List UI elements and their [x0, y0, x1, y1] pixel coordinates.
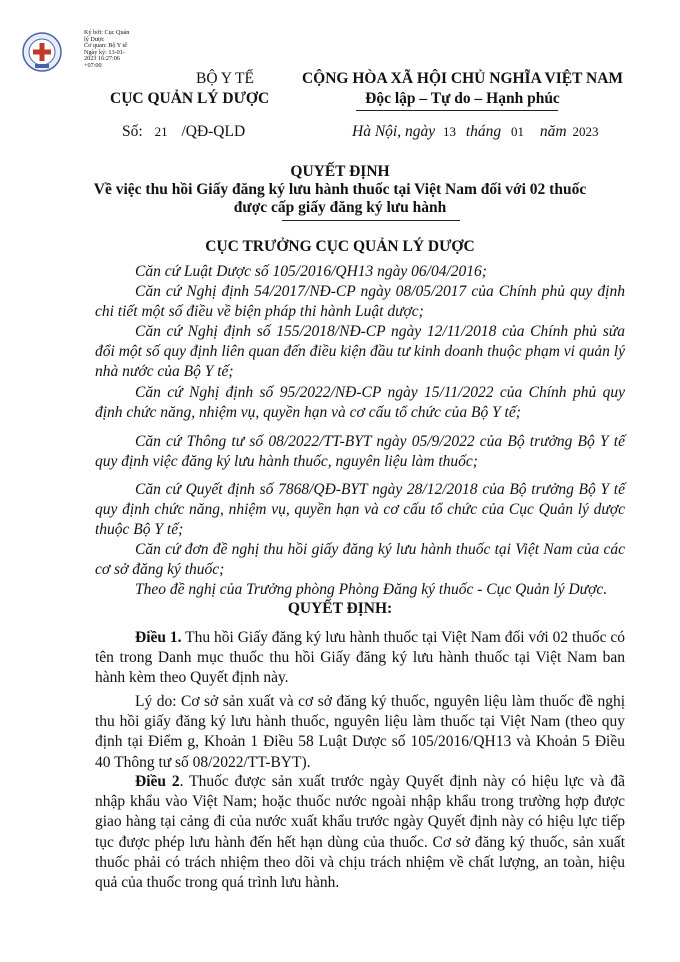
date-prefix: Hà Nội, ngày [352, 123, 436, 140]
signature-line: 2023 16:27:06 [84, 55, 120, 63]
decision-heading: QUYẾT ĐỊNH: [287, 600, 393, 617]
legal-basis-8: Theo đề nghị của Trưởng phòng Phòng Đăng ký thuốc - Cục Quản lý Dược. [135, 581, 608, 598]
document-title: QUYẾT ĐỊNH [290, 163, 390, 180]
agency-name: CỤC QUẢN LÝ DƯỢC [110, 90, 270, 107]
year-label: năm [539, 123, 567, 140]
month-label: tháng [465, 123, 502, 140]
country-name: CỘNG HÒA XÃ HỘI CHỦ NGHĨA VIỆT NAM [301, 70, 624, 87]
date-year: 2023 [572, 124, 599, 139]
article-1-text: Thu hồi Giấy đăng ký lưu hành thuốc tại Việt Nam đối với 02 thuốc có tên trong Danh mục thuốc thu hồi Giấy đăng ký lưu hành thuốc tại Việt Nam ban hành kèm theo Quyết định này. [95, 629, 625, 687]
legal-basis-6: Căn cứ Quyết định số 7868/QĐ-BYT ngày 28/12/2018 của Bộ trưởng Bộ Y tế quy định chức năng, nhiệm vụ, quyền hạn và cơ cấu tổ chức của Cục Quản lý dược thuộc Bộ Y tế; [95, 481, 625, 539]
legal-basis-3: Căn cứ Nghị định số 155/2018/NĐ-CP ngày 12/11/2018 của Chính phủ sửa đổi một số quy định liên quan đến điều kiện đầu tư kinh doanh thuộc phạm vi quản lý nhà nước của Bộ Y tế; [95, 323, 625, 381]
digital-signature-info [84, 30, 144, 70]
article-1-label: Điều 1. [135, 629, 182, 646]
document-subtitle-line-2: được cấp giấy đăng ký lưu hành [233, 199, 447, 216]
date-month: 01 [511, 124, 525, 139]
date-day: 13 [442, 124, 456, 139]
document-subtitle-line-1: Về việc thu hồi Giấy đăng ký lưu hành thuốc tại Việt Nam đối với 02 thuốc [93, 181, 587, 198]
motto: Độc lập – Tự do – Hạnh phúc [365, 90, 560, 107]
legal-basis-7: Căn cứ đơn đề nghị thu hồi giấy đăng ký lưu hành thuốc tại Việt Nam của các cơ sở đăng ký thuốc; [95, 541, 625, 579]
ministry-name: BỘ Y TẾ [196, 70, 254, 87]
article-2-text: . Thuốc được sản xuất trước ngày Quyết định này có hiệu lực và đã nhập khẩu vào Việt Nam; hoặc thuốc nước ngoài nhập khẩu trong trường hợp được giao hàng tại cảng đi của nước xuất khẩu trước ngày Quyết định này có hiệu lực tiếp tục được phép lưu hành đến hết hạn dùng của thuốc. Cơ sở đăng ký thuốc, sản xuất thuốc phải có trách nhiệm theo dõi và chịu trách nhiệm về chất lượng, an toàn, hiệu quả của thuốc trong quá trình lưu hành. [95, 773, 626, 892]
issuing-authority: CỤC TRƯỞNG CỤC QUẢN LÝ DƯỢC [205, 238, 475, 255]
signature-line: lý Dược [84, 35, 105, 43]
signature-line: Ký bởi: Cục Quản [84, 29, 130, 36]
document-date [352, 122, 598, 142]
signature-line: Cơ quan: Bộ Y tế [84, 42, 128, 50]
article-2-label: Điều 2 [135, 773, 180, 790]
subtitle-underline [282, 220, 460, 221]
signature-line: +07:00 [84, 61, 102, 69]
legal-basis-5: Căn cứ Thông tư số 08/2022/TT-BYT ngày 05/9/2022 của Bộ trưởng Bộ Y tế quy định việc đăng ký lưu hành thuốc, nguyên liệu làm thuốc; [95, 433, 625, 471]
legal-basis-2: Căn cứ Nghị định 54/2017/NĐ-CP ngày 08/05/2017 của Chính phủ quy định chi tiết một số điều về biện pháp thi hành Luật dược; [95, 283, 625, 321]
motto-underline [356, 110, 558, 111]
number-suffix: /QĐ-QLD [181, 123, 246, 140]
article-1 [95, 628, 625, 689]
signature-line: Ngày ký: 13-01- [84, 48, 125, 56]
article-2 [95, 772, 625, 893]
reason-paragraph: Lý do: Cơ sở sản xuất và cơ sở đăng ký thuốc, nguyên liệu làm thuốc đề nghị thu hồi giấy đăng ký lưu hành thuốc, nguyên liệu làm thuốc tại Việt Nam (theo quy định tại Điểm g, Khoản 1 Điều 58 Luật Dược số 105/2016/QH13 và Khoản 5 Điều 40 Thông tư số 08/2022/TT-BYT). [95, 693, 625, 771]
ministry-seal-icon [22, 32, 62, 72]
legal-basis-4: Căn cứ Nghị định số 95/2022/NĐ-CP ngày 15/11/2022 của Chính phủ quy định chức năng, nhiệm vụ, quyền hạn và cơ cấu tổ chức của Bộ Y tế; [95, 384, 625, 422]
legal-basis-1: Căn cứ Luật Dược số 105/2016/QH13 ngày 06/04/2016; [135, 263, 487, 280]
number-label: Số: [122, 123, 143, 140]
number-value: 21 [154, 124, 168, 139]
document-number [122, 122, 245, 142]
